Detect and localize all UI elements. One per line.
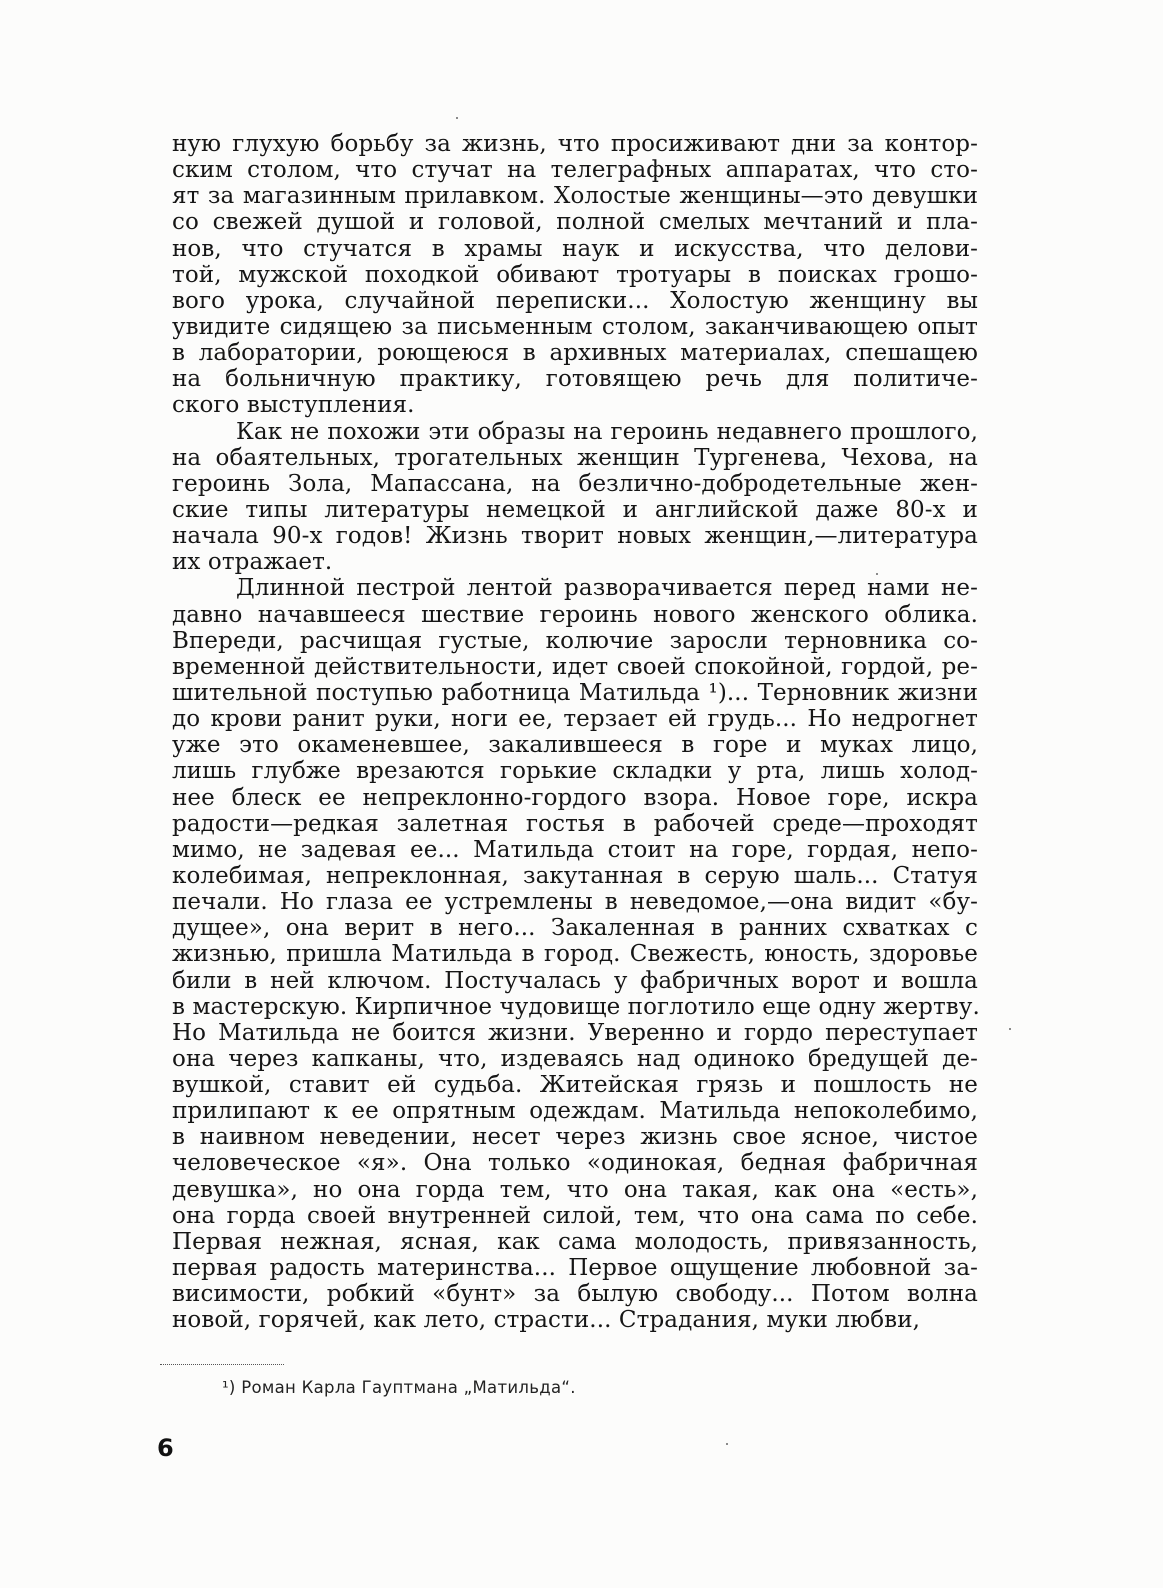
text-line: ского выступления. (172, 392, 415, 419)
text-line: шительной поступью работница Матильда ¹)... Терновник жизни (172, 679, 978, 706)
text-line: ским столом, что стучат на телеграфных аппаратах, что сто- (172, 157, 978, 184)
text-line: на обаятельных, трогательных женщин Тургенева, Чехова, на (172, 444, 978, 471)
scan-speck (726, 1443, 728, 1445)
text-line: Впереди, расчищая густые, колючие заросли терновника со- (172, 627, 978, 654)
text-line: колебимая, непреклонная, закутанная в серую шаль... Статуя (172, 862, 978, 889)
text-line: ную глухую борьбу за жизнь, что просиживают дни за контор- (172, 131, 978, 157)
text-line: на больничную практику, готовящею речь для политиче- (172, 366, 978, 393)
body-text (172, 131, 978, 1333)
footnote: ¹) Роман Карла Гауптмана „Матильда“. (222, 1378, 576, 1397)
text-line: Длинной пестрой лентой разворачивается перед нами не- (236, 575, 978, 602)
text-line: новой, горячей, как лето, страсти... Страдания, муки любви, (172, 1307, 921, 1334)
text-line: со свежей душой и головой, полной смелых мечтаний и пла- (172, 209, 978, 236)
text-line: нов, что стучатся в храмы наук и искусства, что делови- (172, 235, 978, 262)
text-line: мимо, не задевая ее... Матильда стоит на горе, гордая, непо- (172, 836, 978, 863)
text-line: ят за магазинным прилавком. Холостые женщины—это девушки (172, 183, 978, 210)
text-line: она через капканы, что, издеваясь над одиноко бредущей де- (172, 1045, 978, 1072)
text-line: той, мужской походкой обивают тротуары в поисках грошо- (172, 261, 978, 288)
text-line: до крови ранит руки, ноги ее, терзает ей грудь... Но недрогнет (172, 706, 978, 733)
text-line: начала 90-х годов! Жизнь творит новых женщин,—литература (172, 523, 978, 550)
text-line: увидите сидящею за письменным столом, заканчивающею опыт (172, 313, 978, 340)
scan-speck (876, 573, 878, 575)
footnote-divider (160, 1364, 284, 1365)
text-line: давно начавшееся шествие героинь нового женского облика. (172, 601, 978, 628)
text-line: Но Матильда не боится жизни. Уверенно и гордо переступает (172, 1019, 978, 1046)
text-line: Как не похожи эти образы на героинь недавнего прошлого, (236, 418, 978, 445)
text-line: Первая нежная, ясная, как сама молодость, привязанность, (172, 1228, 978, 1255)
text-line: первая радость материнства... Первое ощущение любовной за- (172, 1255, 978, 1282)
text-line: девушка», но она горда тем, что она такая, как она «есть», (172, 1176, 978, 1203)
text-line: жизнью, пришла Матильда в город. Свежесть, юность, здоровье (172, 941, 978, 968)
paragraph (172, 575, 978, 1333)
text-line: печали. Но глаза ее устремлены в неведомое,—она видит «бу- (172, 889, 978, 916)
text-line: вушкой, ставит ей судьба. Житейская грязь и пошлость не (172, 1072, 978, 1099)
text-line: временной действительности, идет своей спокойной, гордой, ре- (172, 653, 978, 680)
scan-speck (456, 117, 458, 119)
scan-speck (1009, 1028, 1011, 1030)
text-line: в лаборатории, роющеюся в архивных материалах, спешащею (172, 340, 978, 367)
text-line: радости—редкая залетная гостья в рабочей среде—проходят (172, 810, 978, 837)
text-line: вого урока, случайной переписки... Холостую женщину вы (172, 287, 978, 314)
text-line: прилипают к ее опрятным одеждам. Матильда непоколебимо, (172, 1098, 978, 1125)
text-line: ские типы литературы немецкой и английской даже 80-х и (172, 496, 978, 523)
text-line: героинь Зола, Мапассана, на безлично-добродетельные жен- (172, 470, 978, 497)
text-line: лишь глубже врезаются горькие складки у рта, лишь холод- (172, 758, 978, 785)
text-line: дущее», она верит в него... Закаленная в ранних схватках с (172, 915, 978, 942)
text-line: их отражает. (172, 549, 333, 576)
text-line: нее блеск ее непреклонно-гордого взора. Новое горе, искра (172, 784, 978, 811)
text-line: в наивном неведении, несет через жизнь свое ясное, чистое (172, 1124, 978, 1151)
text-line: в мастерскую. Кирпичное чудовище поглотило еще одну жертву. (172, 993, 980, 1020)
text-line: она горда своей внутренней силой, тем, что она сама по себе. (172, 1202, 978, 1229)
text-line: уже это окаменевшее, закалившееся в горе и муках лицо, (172, 732, 978, 759)
paragraph (172, 131, 978, 419)
text-line: висимости, робкий «бунт» за былую свободу... Потом волна (172, 1281, 978, 1308)
text-line: человеческое «я». Она только «одинокая, бедная фабричная (172, 1150, 978, 1177)
paragraph (172, 419, 978, 576)
text-line: били в ней ключом. Постучалась у фабричных ворот и вошла (172, 967, 978, 994)
page-number: 6 (157, 1434, 174, 1462)
